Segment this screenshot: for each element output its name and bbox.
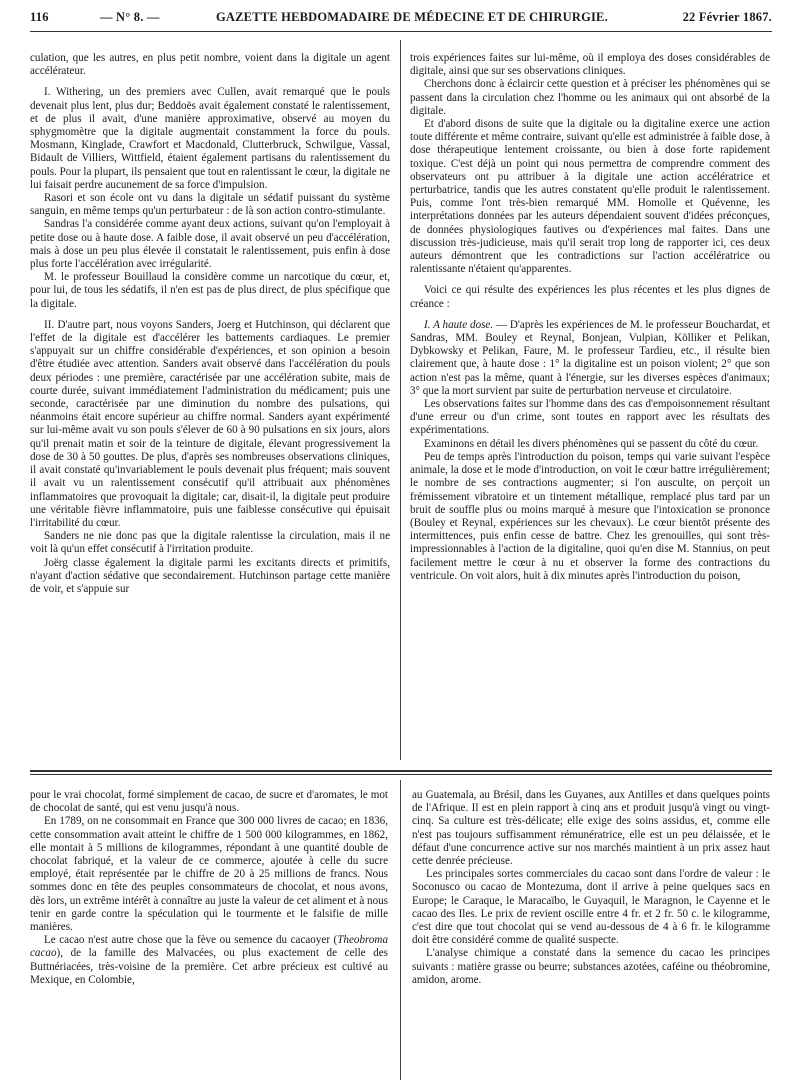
paragraph: Sanders ne nie donc pas que la digitale ralentisse la circulation, mais il ne voit là qu'un effet consécutif à l'irritation produite.: [30, 530, 390, 556]
paragraph: pour le vrai chocolat, formé simplement de cacao, de sucre et d'aromates, le mot de chocolat de santé, qui est venu jusqu'à nous.: [30, 789, 388, 815]
paragraph: Peu de temps après l'introduction du poison, temps qui varie suivant l'espèce animale, la dose et le mode d'introduction, on voit le cœur battre irrégulièrement; le nombre de ses contractions augmenter; si l'on ausculte, on perçoit un frémissement vibratoire et un tintement métallique, remplacé plus tard par un bruit de souffle plus ou moins marqué à mesure que l'intoxication se prononce (Bouley et Reynal, expériences sur les chevaux). Le cœur bientôt présente des intermittences, puis enfin cesse de battre. Chez les grenouilles, qui sont très-impressionnables à l'action de la digitaline, quoi qu'en dise M. Stannius, on peut facilement mettre le cœur à nu et observer la forme des contractions du ventricule. On voit alors, huit à dix minutes après l'introduction du poison,: [410, 450, 770, 582]
feuilleton-rule-thin: [30, 774, 772, 775]
column-4: [412, 789, 770, 1079]
paragraph: Examinons en détail les divers phénomènes qui se passent du côté du cœur.: [424, 437, 759, 450]
column-divider-top: [400, 40, 401, 760]
header-rule: [30, 31, 772, 32]
paragraph: Voici ce qui résulte des expériences les plus récentes et les plus dignes de créance :: [410, 284, 770, 310]
paragraph: trois expériences faites sur lui-même, où il employa des doses considérables de digitale, ainsi que sur ses observations cliniques.: [410, 52, 770, 78]
page-number: 116: [30, 10, 49, 24]
paragraph: culation, que les autres, en plus petit nombre, voient dans la digitale un agent accélérateur.: [30, 52, 390, 78]
paragraph: Rasori et son école ont vu dans la digitale un sédatif puissant du système sanguin, en même temps qu'un perturbateur : de là son action contro-stimulante.: [30, 192, 390, 218]
issue-number: — N° 8. —: [100, 10, 160, 24]
paragraph: Cherchons donc à éclaircir cette question et à préciser les phénomènes qui se passent dans la circulation chez l'homme ou les animaux qui ont absorbé de la digitale.: [410, 78, 770, 117]
paragraph: I. Withering, un des premiers avec Cullen, avait remarqué que le pouls devenait plus lent, plus dur; Beddoës avait également constaté le ralentissement, et de plus il avait, d'une manière approximative, observé au moyen du sphygmomètre que la digitale augmentait constamment la force du pouls. Mosmann, Kinglade, Crawfort et Macdonald, Clutterbruck, Schwilgue, Vassal, Bidault de Villiers, Wittfield, étaient également partisans du ralentissement du pouls. Pour la plupart, ils pensaient que tout en ralentissant le cœur, la digitale ne lui faisait perdre aucunement de sa force d'impulsion.: [30, 86, 390, 191]
paragraph: I. A haute dose. — D'après les expériences de M. le professeur Bouchardat, et Sandras, MM. Bouley et Reynal, Bonjean, Vulpian, Kölliker et Pelikan, Dybkowsky et Pelikan, Faure, M. le professeur Tardieu, etc., il résulte bien clairement que, à haute dose : 1° la digitaline est un poison violent; 2° que son action n'est pas la même, quant à l'énergie, sur les diverses espèces d'animaux; 3° que la mort survient par suite de perturbation nerveuse et circulatoire.: [410, 318, 770, 397]
section-label: I. A haute dose.: [424, 318, 494, 331]
paragraph: L'analyse chimique a constaté dans la semence du cacao les principes suivants : matière grasse ou beurre; substances azotées, caféine ou théobromine, amidon, arome.: [412, 947, 770, 986]
journal-title: GAZETTE HEBDOMADAIRE DE MÉDECINE ET DE CHIRURGIE.: [216, 10, 608, 24]
column-2: [410, 52, 770, 756]
issue-date: 22 Février 1867.: [682, 10, 772, 24]
paragraph: Joërg classe également la digitale parmi les excitants directs et primitifs, n'ayant d'action sédative que secondairement. Hutchinson partage cette manière de voir, et s'appuie sur: [30, 556, 390, 595]
column-1: [30, 52, 390, 756]
feuilleton-rule: [30, 770, 772, 772]
paragraph: En 1789, on ne consommait en France que 300 000 livres de cacao; en 1836, cette consommation avait atteint le chiffre de 1 500 000 kilogrammes, en 1862, elle montait à 5 millions de kilogrammes, répondant à une quantité double de chocolat fabriqué, et la valeur de ce commerce, ajoutée à celle du sucre employé, était représentée par le chiffre de 20 à 25 millions de francs. Nous sommes donc en tête des peuples consommateurs de chocolat, et nous avons, dès lors, un extrême intérêt à connaître au juste la valeur de cet aliment et à nous tenir en garde contre la spéculation qui le tourmente et le falsifie de mille manières.: [30, 815, 388, 934]
running-header: [30, 8, 772, 30]
paragraph: Les principales sortes commerciales du cacao sont dans l'ordre de valeur : le Soconusco ou cacao de Montezuma, dont il arrive à peine quelques sacs en Europe; le Caraque, le Maracaïbo, le Guyaquil, le Maragnon, le Cayenne et le cacao des Iles. Le prix de revient oscille entre 4 fr. et 2 fr. 50 c. le kilogramme, c'est dire que tout chocolat qui se vend au-dessous de 4 à 6 fr. le kilogramme doit être considéré comme de qualité suspecte.: [412, 868, 770, 947]
paragraph: Les observations faites sur l'homme dans des cas d'empoisonnement résultant d'une erreur ou d'un crime, sont toutes en rapport avec les résultats des expérimentations.: [410, 398, 770, 437]
paragraph: Sandras l'a considérée comme ayant deux actions, suivant qu'on l'employait à petite dose ou à haute dose. A faible dose, il avait observé un peu d'accélération, mais à dose un peu plus élevée il constatait le ralentissement, puis enfin à dose plus forte l'accélération avec irrégularité.: [30, 218, 390, 271]
paragraph: II. D'autre part, nous voyons Sanders, Joerg et Hutchinson, qui déclarent que l'effet de la digitale est d'accélérer les battements cardiaques. Le premier s'appuyait sur un chiffre considérable d'expériences, et son opinion a besoin d'être étudiée avec attention. Sanders avait observé dans l'accélération du pouls deux périodes : une première, caractérisée par une accélération subite, mais de courte durée, suivant immédiatement l'administration du médicament; puis une seconde, caractérisée par une diminution du nombre des pulsations, qui néanmoins était encore supérieur au chiffre normal. Sanders ayant expérimenté sur lui-même avait vu son pouls s'élever de 60 à 90 pulsations en six jours, alors qu'il prenait matin et soir de la teinture de digitale, élevant progressivement la dose de 30 à 50 gouttes. De plus, d'après ses nombreuses observations cliniques, il avait constaté qu'invariablement le pouls devenait plus fréquent; mais souvent il avait vu un ralentissement consécutif qu'il attribuait aux phénomènes inflammatoires que provoquait la digitale; car, disait-il, la digitale peut produire une véritable fièvre inflammatoire, puis une faiblesse consécutive qui épuisait l'irritabilité du cœur.: [30, 318, 390, 529]
paragraph: Et d'abord disons de suite que la digitale ou la digitaline exerce une action toute différente et même contraire, suivant qu'elle est administrée à faible dose, à dose thérapeutique lentement croissante, ou bien à dose forte rapidement toxique. C'est déjà un point qui nous permettra de comprendre comment des observateurs ont pu attribuer à la digitale une action accélératrice et perturbatrice, tandis que les autres constatent qu'elle produit le ralentissement. Puis, comme l'ont très-bien remarqué MM. Homolle et Quévenne, les interprétations données par les auteurs dépendaient souvent d'idées préconçues, de données physiologiques fautives ou d'expériences mal faites. Dans une discussion très-judicieuse, mais qu'il serait trop long de rapporter ici, ces deux auteurs démontrent que les contradictions sur l'action accélératrice ou ralentissante n'étaient qu'apparentes.: [410, 118, 770, 276]
column-3: [30, 789, 388, 1079]
paragraph: M. le professeur Bouillaud la considère comme un narcotique du cœur, et, pour lui, de tous les sédatifs, il n'en est pas de plus direct, de plus spécifique que la digitale.: [30, 271, 390, 310]
paragraph: Le cacao n'est autre chose que la fève ou semence du cacaoyer (Theobroma cacao), de la famille des Malvacées, ou plus exactement de celle des Buttnériacées, très-voisine de la première. Cet arbre précieux est cultivé au Mexique, en Colombie,: [30, 934, 388, 986]
column-divider-bottom: [400, 780, 401, 1080]
paragraph: au Guatemala, au Brésil, dans les Guyanes, aux Antilles et dans quelques points de l'Afrique. Il est en plein rapport à cinq ans et produit jusqu'à vingt ou vingt-cinq. Sa culture est très-délicate; elle exige des soins assidus, et, comme elle n'est pas toujours suffisamment rémunératrice, elle est un peu délaissée, et le défaut d'une concurrence active sur nos marchés maintient à un prix assez haut cette denrée précieuse.: [412, 789, 770, 868]
